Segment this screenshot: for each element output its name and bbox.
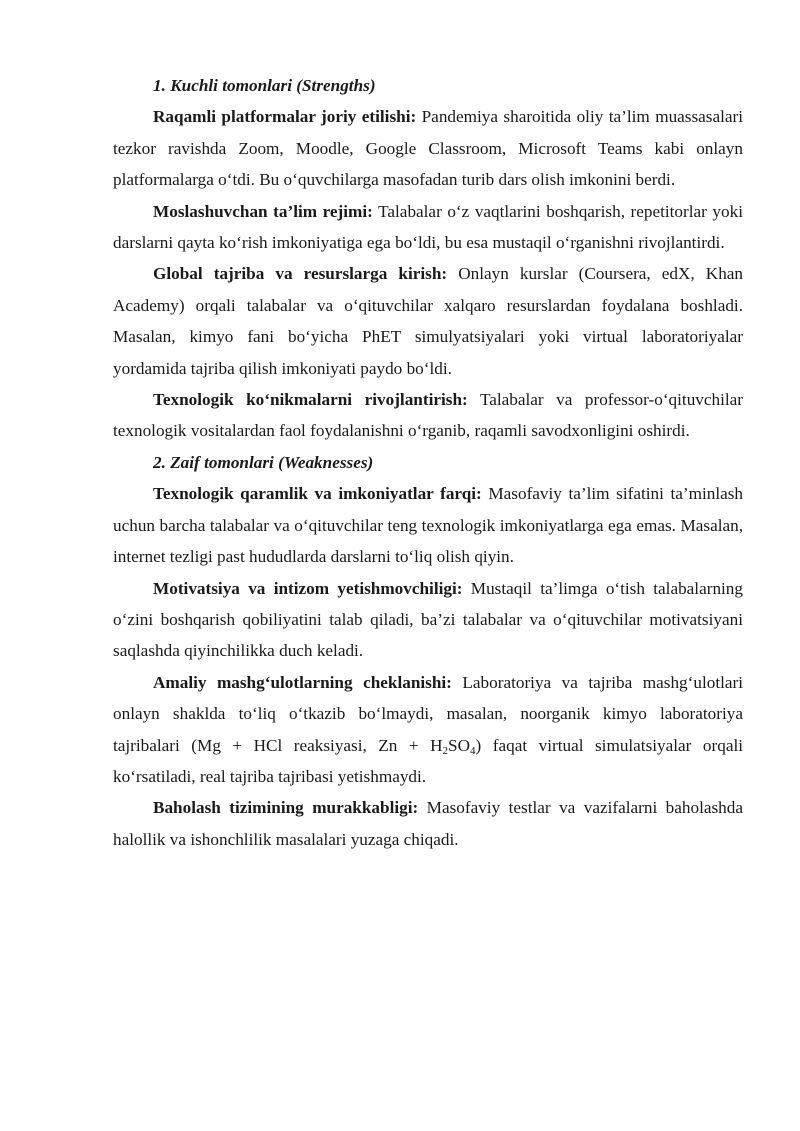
- section-heading-strengths: 1. Kuchli tomonlari (Strengths): [153, 76, 376, 95]
- paragraph-text-before: Laboratoriya va tajriba mashg‘ulotlari onlayn shaklda to‘liq o‘tkazib bo‘lmaydi, masalan, noorganik kimyo laboratoriya tajribalari (Mg + HCl reaksiyasi, Zn + H: [113, 672, 744, 755]
- paragraph-term: Global tajriba va resurslarga kirish:: [153, 264, 448, 284]
- paragraph-text: Pandemiya sharoitida oliy ta’lim muassasalari tezkor ravishda Zoom, Moodle, Google Classroom, Microsoft Teams kabi onlayn platformalarga o‘tdi. Bu o‘quvchilarga masofadan turib dars olish imkonini berdi.: [113, 107, 744, 190]
- paragraph-practical-limits: [113, 667, 743, 793]
- section-heading-weaknesses: 2. Zaif tomonlari (Weaknesses): [153, 452, 374, 472]
- paragraph-term: Baholash tizimining murakkabligi:: [153, 798, 419, 818]
- paragraph-text: Mustaqil ta’limga o‘tish talabalarning o‘zini boshqarish qobiliyatini talab qiladi, ba’zi talabalar va o‘qituvchilar motivatsiyani saqlashda qiyinchilikka duch keladi.: [113, 578, 743, 661]
- paragraph-term: Motivatsiya va intizom yetishmovchiligi:: [153, 578, 463, 598]
- paragraph-term: Amaliy mashg‘ulotlarning cheklanishi:: [153, 672, 452, 692]
- paragraph-global-resources: [113, 258, 743, 384]
- paragraph-text-mid: SO: [448, 735, 471, 755]
- paragraph-tech-dependency: [113, 478, 743, 572]
- paragraph-text: Talabalar o‘z vaqtlarini boshqarish, repetitorlar yoki darslarni qayta ko‘rish imkoniyatiga ega bo‘ldi, bu esa mustaqil o‘rganishni rivojlantirdi.: [113, 201, 743, 253]
- paragraph-term: Raqamli platformalar joriy etilishi:: [153, 107, 417, 127]
- paragraph-digital-platforms: [113, 101, 743, 195]
- paragraph-term: Texnologik ko‘nikmalarni rivojlantirish:: [153, 390, 468, 410]
- paragraph-text: Masofaviy ta’lim sifatini ta’minlash uchun barcha talabalar va o‘qituvchilar teng texnologik imkoniyatlarga ega emas. Masalan, internet tezligi past hududlarda darslarni to‘liq olish qiyin.: [113, 484, 744, 567]
- paragraph-motivation: [113, 573, 743, 667]
- paragraph-flexible-mode: [113, 196, 743, 259]
- paragraph-assessment: [113, 792, 743, 855]
- paragraph-tech-skills: [113, 384, 743, 447]
- document-page: [113, 70, 743, 855]
- subscript-2: 2: [442, 744, 449, 757]
- paragraph-text-after: ) faqat virtual simulatsiyalar orqali ko‘rsatiladi, real tajriba tajribasi yetishmaydi.: [113, 735, 743, 786]
- paragraph-text: Masofaviy testlar va vazifalarni baholashda halollik va ishonchlilik masalalari yuzaga chiqadi.: [113, 798, 743, 849]
- paragraph-text: Onlayn kurslar (Coursera, edX, Khan Academy) orqali talabalar va o‘qituvchilar xalqaro resurslardan foydalana boshladi. Masalan, kimyo fani bo‘yicha PhET simulyatsiyalari yoki virtual laboratoriyalar yordamida tajriba qilish imkoniyati paydo bo‘ldi.: [113, 264, 744, 378]
- paragraph-text: Talabalar va professor-o‘qituvchilar texnologik vositalardan faol foydalanishni o‘rganib, raqamli savodxonligini oshirdi.: [113, 390, 744, 441]
- subscript-4: 4: [470, 744, 476, 757]
- paragraph-term: Moslashuvchan ta’lim rejimi:: [153, 201, 373, 221]
- paragraph-term: Texnologik qaramlik va imkoniyatlar farqi:: [153, 484, 482, 504]
